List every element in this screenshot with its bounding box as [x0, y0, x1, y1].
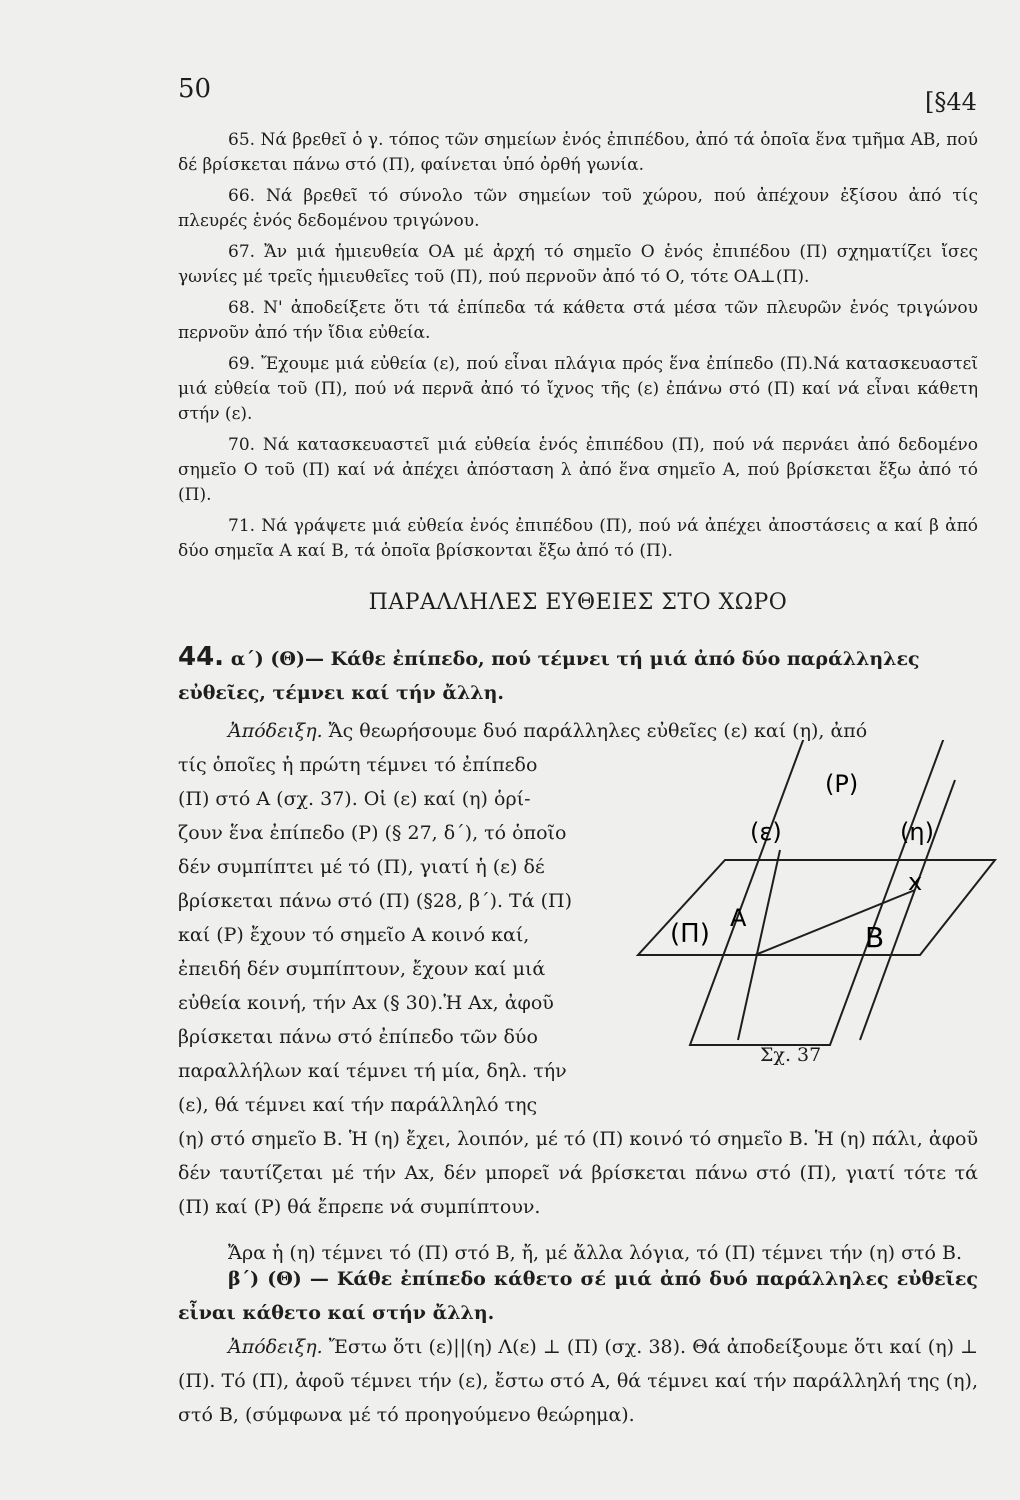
- proof-a-line-2: τίς ὁποῖες ἡ πρώτη τέμνει τό ἐπίπεδο: [178, 754, 538, 776]
- theorem-a: [178, 640, 978, 710]
- proof-a-line-4: ζουν ἕνα ἐπίπεδο (Ρ) (§ 27, δ΄), τό ὁποῖο: [178, 822, 567, 844]
- label-x: x: [908, 868, 923, 896]
- label-p: (Ρ): [825, 770, 859, 798]
- line-ax: [755, 890, 915, 955]
- theorem-a-text: Κάθε ἐπίπεδο, πού τέμνει τή μιά ἀπό δύο παράλληλες εὐθεῖες, τέμνει καί τήν ἄλλη.: [178, 648, 920, 704]
- section-marker: [§44: [925, 88, 977, 116]
- label-b: Β: [865, 921, 885, 954]
- proof-a-line-9: εὐθεία κοινή, τήν Αx (§ 30).Ἡ Αx, ἀφοῦ: [178, 992, 554, 1014]
- proof-a-line-10: βρίσκεται πάνω στό ἐπίπεδο τῶν δύο: [178, 1026, 538, 1048]
- proof-a-line-7: καί (Ρ) ἔχουν τό σημεῖο Α κοινό καί,: [178, 924, 530, 946]
- exercise-66: 66. Νά βρεθεῖ τό σύνολο τῶν σημείων τοῦ χώρου, πού ἀπέχουν ἐξίσου ἀπό τίς πλευρές ἑνός δεδομένου τριγώνου.: [178, 186, 978, 231]
- label-a: Α: [730, 904, 747, 932]
- proof-a-rest: [178, 1122, 978, 1270]
- label-pi: (Π): [670, 919, 710, 949]
- line-e: [738, 850, 780, 1040]
- proof-b-word: Ἀπόδειξη.: [228, 1336, 323, 1358]
- exercise-list: [178, 128, 978, 570]
- exercise-71: 71. Νά γράψετε μιά εὐθεία ἑνός ἐπιπέδου (Π), πού νά ἀπέχει ἀποστάσεις α καί β ἀπό δύο σημεῖα Α καί Β, τά ὁποῖα βρίσκονται ἔξω ἀπό τό (Π).: [178, 516, 978, 561]
- theorem-b-label: β΄) (Θ) —: [228, 1268, 329, 1290]
- proof-a-line-11: παραλλήλων καί τέμνει τή μία, δηλ. τήν: [178, 1060, 567, 1082]
- theorem-a-label: α΄) (Θ)—: [230, 648, 324, 670]
- theorem-b-text: Κάθε ἐπίπεδο κάθετο σέ μιά ἀπό δυό παράλληλες εὐθεῖες εἶναι κάθετο καί στήν ἄλλη.: [178, 1268, 978, 1324]
- figure-37: [630, 740, 1000, 1060]
- label-e: (ε): [750, 818, 782, 846]
- section-title: ΠΑΡΑΛΛΗΛΕΣ ΕΥΘΕΙΕΣ ΣΤΟ ΧΩΡΟ: [368, 590, 788, 615]
- page-number: 50: [178, 74, 212, 104]
- proof-a-line-3: (Π) στό Α (σχ. 37). Οἱ (ε) καί (η) ὁρί-: [178, 788, 531, 810]
- proof-a-line-1: Ἄς θεωρήσουμε δυό παράλληλες εὐθεῖες (ε) καί (η), ἀπό: [328, 720, 868, 742]
- exercise-68: 68. Ν' ἀποδείξετε ὅτι τά ἐπίπεδα τά κάθετα στά μέσα τῶν πλευρῶν ἑνός τριγώνου περνοῦν ἀπό τήν ἴδια εὐθεία.: [178, 298, 978, 343]
- exercise-69: 69. Ἔχουμε μιά εὐθεία (ε), πού εἶναι πλάγια πρός ἕνα ἐπίπεδο (Π).Νά κατασκευαστεῖ μιά εὐθεία τοῦ (Π), πού νά περνᾶ ἀπό τό ἴχνος τῆς (ε) ἐπάνω στό (Π) καί νά εἶναι κάθετη στήν (ε).: [178, 354, 978, 424]
- exercise-67: 67. Ἄν μιά ἡμιευθεία ΟΑ μέ ἀρχή τό σημεῖο Ο ἑνός ἐπιπέδου (Π) σχηματίζει ἴσες γωνίες μέ τρεῖς ἡμιευθεῖες τοῦ (Π), πού περνοῦν ἀπό τό Ο, τότε ΟΑ⊥(Π).: [178, 242, 978, 287]
- proof-a-continuation: (η) στό σημεῖο Β. Ἡ (η) ἔχει, λοιπόν, μέ τό (Π) κοινό τό σημεῖο Β. Ἡ (η) πάλι, ἀφοῦ δέν ταυτίζεται μέ τήν Αx, δέν μπορεῖ νά βρίσκεται πάνω στό (Π), γιατί τότε τά (Π) καί (Ρ) θά ἔπρεπε νά συμπίπτουν.: [178, 1128, 978, 1218]
- label-h: (η): [900, 818, 934, 846]
- proof-a-line-5: δέν συμπίπτει μέ τό (Π), γιατί ἡ (ε) δέ: [178, 856, 545, 878]
- figure-caption: Σχ. 37: [760, 1044, 822, 1066]
- proof-a-line-8: ἐπειδή δέν συμπίπτουν, ἔχουν καί μιά: [178, 958, 546, 980]
- theorem-number: 44.: [178, 642, 225, 672]
- proof-a-wrapped: [178, 714, 868, 1122]
- proof-a-line-6: βρίσκεται πάνω στό (Π) (§28, β΄). Τά (Π): [178, 890, 572, 912]
- proof-b-text: Ἔστω ὅτι (ε)||(η) Λ(ε) ⊥ (Π) (σχ. 38). Θά ἀποδείξουμε ὅτι καί (η) ⊥ (Π). Τό (Π), ἀφοῦ τέμνει τήν (ε), ἔστω στό Α, θά τέμνει καί τήν παράλληλή της (η), στό Β, (σύμφωνα μέ τό προηγούμενο θεώρημα).: [178, 1336, 978, 1426]
- proof-a-line-12: (ε), θά τέμνει καί τήν παράλληλό της: [178, 1094, 538, 1116]
- proof-b: [178, 1330, 978, 1432]
- exercise-70: 70. Νά κατασκευαστεῖ μιά εὐθεία ἑνός ἐπιπέδου (Π), πού νά περνάει ἀπό δεδομένο σημεῖο Ο τοῦ (Π) καί νά ἀπέχει ἀπόσταση λ ἀπό ἕνα σημεῖο Α, πού βρίσκεται ἔξω ἀπό τό (Π).: [178, 435, 978, 505]
- theorem-b: [178, 1262, 978, 1330]
- proof-a-conclusion: Ἄρα ἡ (η) τέμνει τό (Π) στό Β, ἤ, μέ ἄλλα λόγια, τό (Π) τέμνει τήν (η) στό Β.: [228, 1242, 963, 1264]
- proof-a-word: Ἀπόδειξη.: [228, 720, 323, 742]
- exercise-65: 65. Νά βρεθεῖ ὁ γ. τόπος τῶν σημείων ἑνός ἐπιπέδου, ἀπό τά ὁποῖα ἕνα τμῆμα ΑΒ, πού δέ βρίσκεται πάνω στό (Π), φαίνεται ὑπό ὀρθή γωνία.: [178, 130, 978, 175]
